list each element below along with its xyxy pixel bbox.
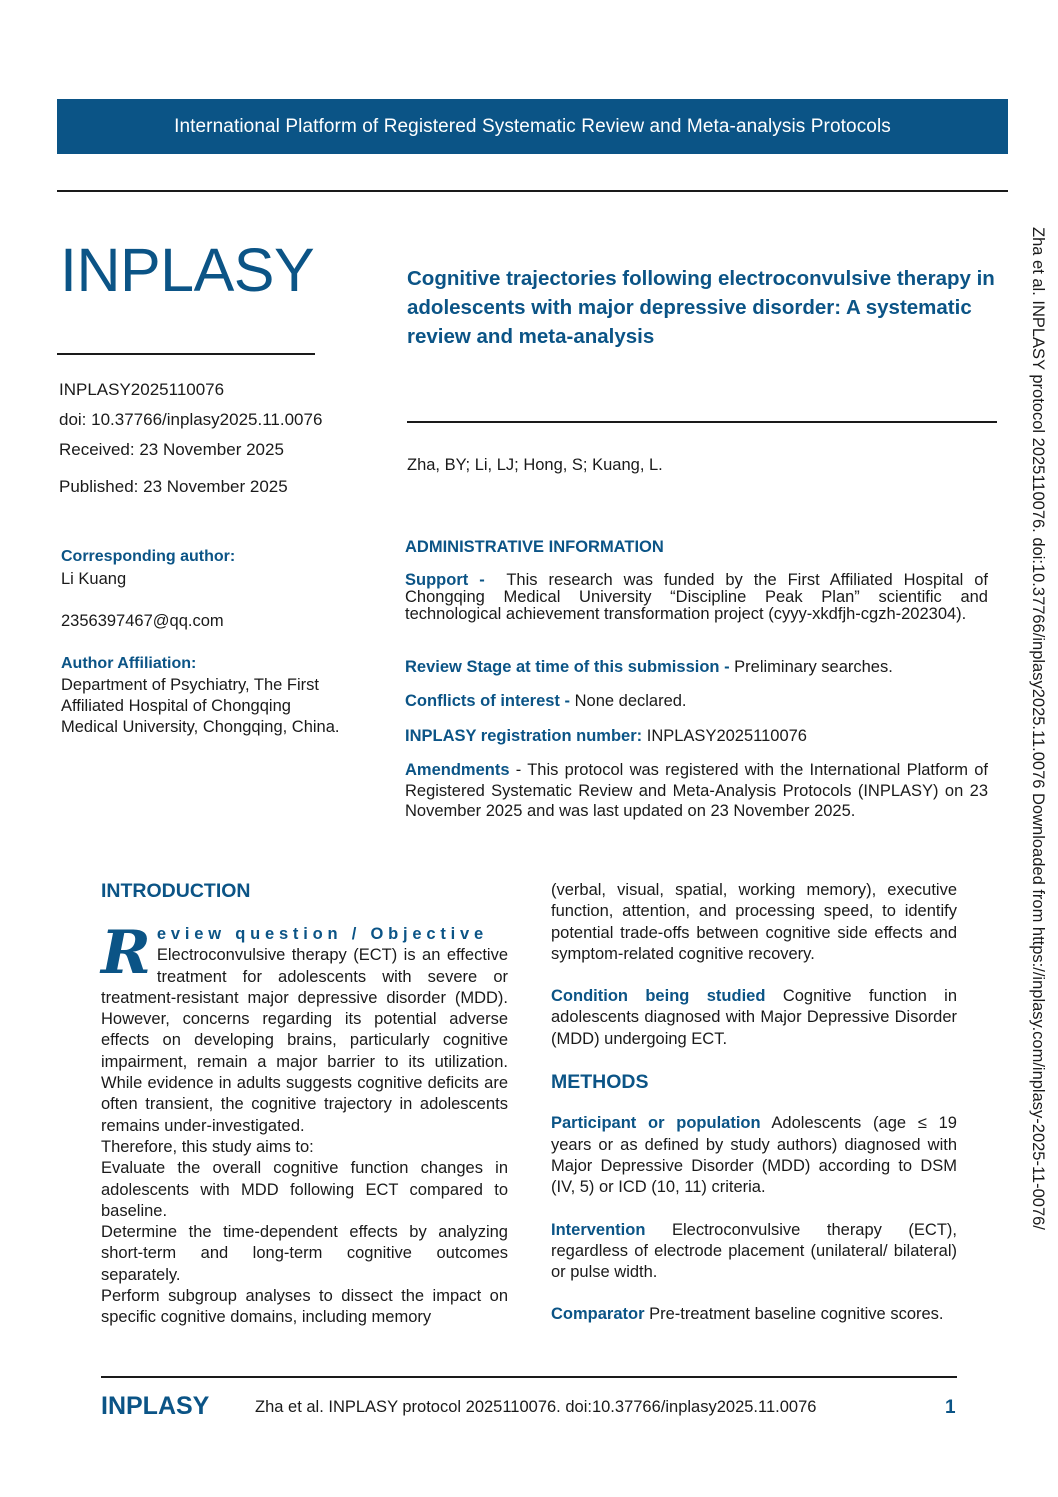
participant-text: Adolescents (age ≤ 19 years or as defined by study authors) diagnosed with Major Depressive Disorder (MDD) according to DSM (IV, 5) or ICD (10, 11) criteria. — [551, 1114, 957, 1197]
objective-lead: eview question / Objective — [156, 925, 488, 943]
support-paragraph — [405, 572, 988, 623]
registration-label: INPLASY registration number: — [405, 727, 643, 745]
intervention-paragraph — [551, 1220, 957, 1284]
registration-paragraph — [405, 726, 988, 747]
intro-aim-1: Evaluate the overall cognitive function changes in adolescents with MDD following ECT compared to baseline. — [101, 1159, 508, 1220]
corresponding-author-email[interactable]: 2356397467@qq.com — [61, 612, 224, 630]
conflicts-label: Conflicts of interest - — [405, 692, 571, 710]
footer-citation: Zha et al. INPLASY protocol 2025110076. doi:10.37766/inplasy2025.11.0076 — [255, 1398, 817, 1416]
banner-text: International Platform of Registered Systematic Review and Meta-analysis Protocols — [174, 115, 891, 137]
review-stage-text: Preliminary searches. — [734, 658, 893, 676]
comparator-paragraph — [551, 1304, 957, 1325]
intervention-label: Intervention — [551, 1220, 646, 1239]
review-stage-paragraph — [405, 657, 988, 678]
right-column — [551, 880, 957, 1326]
introduction-left-column — [101, 918, 508, 1329]
condition-text: Cognitive function in adolescents diagnosed with Major Depressive Disorder (MDD) undergoing ECT. — [551, 987, 958, 1048]
spacer — [551, 965, 957, 986]
participant-paragraph — [551, 1113, 957, 1198]
admin-heading: ADMINISTRATIVE INFORMATION — [405, 538, 664, 556]
intro-aim-2: Determine the time-dependent effects by analyzing short-term and long-term cognitive outcomes separately. — [101, 1223, 508, 1284]
conflicts-text: None declared. — [574, 692, 687, 710]
review-stage-label: Review Stage at time of this submission - — [405, 658, 730, 676]
published-date: Published: 23 November 2025 — [59, 477, 288, 496]
received-date: Received: 23 November 2025 — [59, 440, 284, 459]
doi-link[interactable]: doi: 10.37766/inplasy2025.11.0076 — [59, 410, 323, 429]
registration-number: INPLASY2025110076 — [646, 727, 807, 745]
top-rule — [57, 190, 1008, 192]
intro-aim-3-continued: (verbal, visual, spatial, working memory), executive function, attention, and processing speed, to identify potential trade-offs between cognitive side effects and symptom-related cognitive recovery. — [551, 881, 957, 963]
comparator-text: Pre-treatment baseline cognitive scores. — [649, 1305, 944, 1324]
intervention-text: Electroconvulsive therapy (ECT), regardless of electrode placement (unilateral/ bilateral) or pulse width. — [551, 1220, 958, 1282]
intro-paragraph-2: Therefore, this study aims to: — [101, 1137, 314, 1156]
spacer — [551, 1050, 957, 1072]
comparator-label: Comparator — [551, 1305, 645, 1324]
side-citation-vertical: Zha et al. INPLASY protocol 2025110076. doi:10.37766/inplasy2025.11.0076 Downloaded from https://inplasy.com/inplasy-2025-11-0076/ — [1029, 227, 1047, 1230]
drop-cap-letter: R — [101, 918, 151, 988]
title-rule — [407, 421, 997, 423]
footer-rule — [101, 1376, 957, 1378]
corresponding-author-name: Li Kuang — [61, 570, 127, 588]
page-number: 1 — [945, 1397, 956, 1418]
condition-label: Condition being studied — [551, 987, 766, 1006]
amendments-label: Amendments — [405, 761, 510, 779]
inplasy-id: INPLASY2025110076 — [59, 380, 225, 399]
objective-paragraph — [101, 918, 508, 1137]
intro-paragraph-1: Electroconvulsive therapy (ECT) is an effective treatment for adolescents with severe or treatment-resistant major depressive disorder (MDD). However, concerns regarding its potential adverse effects on developing brains, particularly cognitive impairment, remain a major barrier to its utilization. While evidence in adults suggests cognitive deficits are often transient, the cognitive trajectory in adolescents remains under-investigated. — [101, 946, 508, 1135]
paper-title: Cognitive trajectories following electroconvulsive therapy in adolescents with major depressive disorder: A systematic review and meta-analysis — [407, 267, 995, 348]
conflicts-paragraph — [405, 691, 988, 712]
corresponding-author-label: Corresponding author: — [61, 548, 236, 565]
introduction-heading: INTRODUCTION — [101, 880, 251, 902]
amendments-paragraph — [405, 760, 988, 822]
author-list: Zha, BY; Li, LJ; Hong, S; Kuang, L. — [407, 456, 663, 474]
participant-label: Participant or population — [551, 1114, 761, 1133]
affiliation-text: Department of Psychiatry, The First Affiliated Hospital of Chongqing Medical University, Chongqing, China. — [61, 676, 340, 736]
spacer — [551, 1093, 957, 1113]
amendments-text: - This protocol was registered with the International Platform of Registered Systematic Review and Meta-Analysis Protocols (INPLASY) on 23 November 2025 and was last updated on 23 November 2025. — [405, 761, 989, 820]
spacer — [551, 1199, 957, 1220]
spacer — [551, 1283, 957, 1304]
inplasy-logo: INPLASY — [60, 236, 315, 304]
footer-logo: INPLASY — [101, 1392, 210, 1420]
condition-paragraph — [551, 986, 957, 1050]
support-text: This research was funded by the First Affiliated Hospital of Chongqing Medical University “Discipline Peak Plan” scientific and technological achievement transformation project (cyyy-xkdfjh-cgzh-202304). — [405, 571, 988, 623]
support-label: Support - — [405, 571, 485, 589]
affiliation-label: Author Affiliation: — [61, 655, 197, 672]
top-banner — [57, 99, 1008, 154]
logo-rule — [57, 353, 315, 355]
intro-aim-3: Perform subgroup analyses to dissect the impact on specific cognitive domains, including memory — [101, 1287, 508, 1327]
methods-heading: METHODS — [551, 1071, 649, 1094]
